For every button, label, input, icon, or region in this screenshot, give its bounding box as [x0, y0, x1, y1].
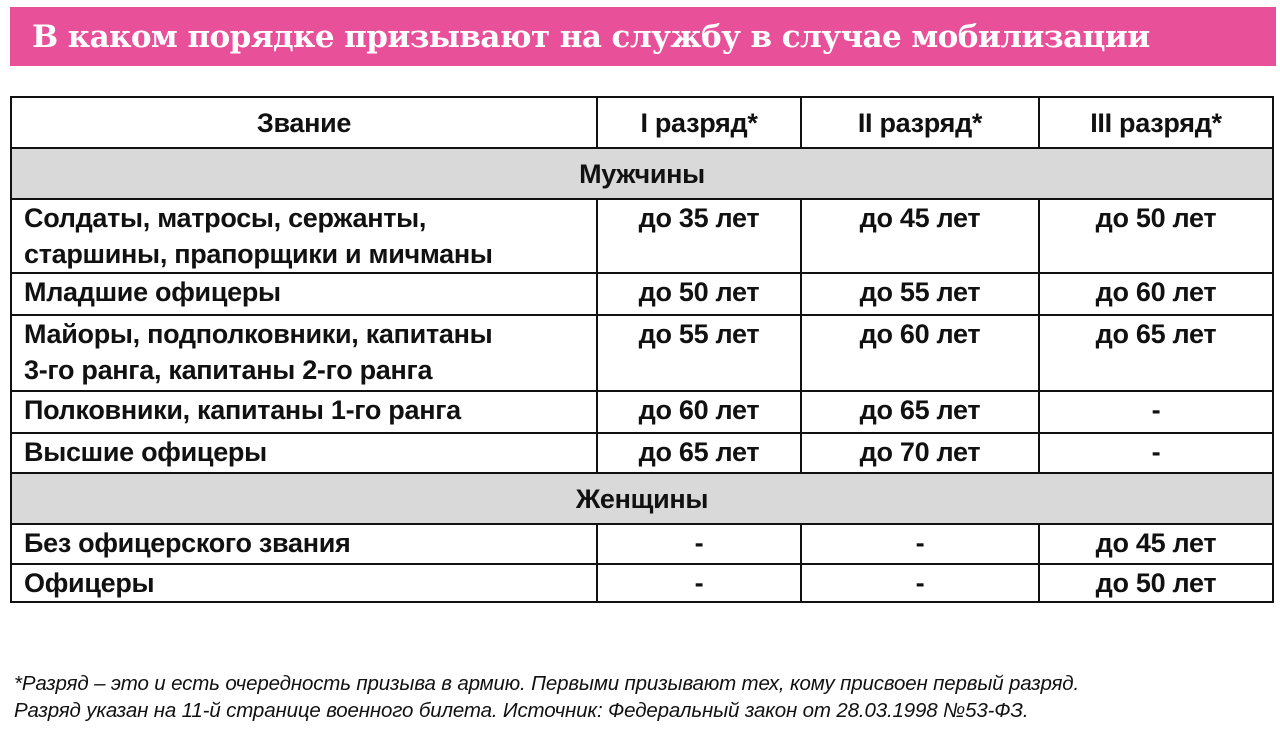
age-cell-category-1: до 65 лет	[597, 433, 801, 473]
rank-label: старшины, прапорщики и мичманы	[24, 239, 493, 269]
column-header-category-2: II разряд*	[801, 97, 1039, 148]
rank-cell	[11, 391, 597, 433]
table-row	[11, 524, 1273, 564]
age-cell-category-2: -	[801, 524, 1039, 564]
rank-cell	[11, 564, 597, 602]
rank-label: 3-го ранга, капитаны 2-го ранга	[24, 355, 433, 385]
rank-label: Солдаты, матросы, сержанты,	[24, 203, 427, 233]
section-row-men	[11, 148, 1273, 199]
age-cell-category-2: до 65 лет	[801, 391, 1039, 433]
rank-label: Офицеры	[24, 568, 155, 598]
age-cell-category-2: до 70 лет	[801, 433, 1039, 473]
section-title: Мужчины	[11, 148, 1273, 199]
rank-cell	[11, 199, 597, 273]
rank-label: Полковники, капитаны 1-го ранга	[24, 395, 461, 425]
table-row	[11, 315, 1273, 391]
age-cell-category-1: до 55 лет	[597, 315, 801, 391]
page-title: В каком порядке призывают на службу в случае мобилизации	[32, 18, 1150, 55]
table-row	[11, 433, 1273, 473]
footnote-line: *Разряд – это и есть очередность призыва в армию. Первыми призывают тех, кому присвоен первый разряд.	[14, 672, 1080, 695]
rank-cell	[11, 433, 597, 473]
age-cell-category-3: до 45 лет	[1039, 524, 1273, 564]
age-cell-category-3: до 60 лет	[1039, 273, 1273, 315]
age-cell-category-3: до 50 лет	[1039, 199, 1273, 273]
table-header-row	[11, 97, 1273, 148]
age-cell-category-1: до 50 лет	[597, 273, 801, 315]
table-row	[11, 199, 1273, 273]
column-header-rank: Звание	[11, 97, 597, 148]
age-cell-category-3: -	[1039, 433, 1273, 473]
footnote-line: Разряд указан на 11-й странице военного билета. Источник: Федеральный закон от 28.03.1998 №53-ФЗ.	[14, 699, 1029, 722]
mobilization-table	[10, 96, 1274, 603]
rank-label: Младшие офицеры	[24, 277, 281, 307]
age-cell-category-1: -	[597, 564, 801, 602]
rank-cell	[11, 273, 597, 315]
column-header-category-3: III разряд*	[1039, 97, 1273, 148]
title-banner	[10, 7, 1276, 66]
section-title: Женщины	[11, 473, 1273, 524]
age-cell-category-1: до 35 лет	[597, 199, 801, 273]
age-cell-category-1: до 60 лет	[597, 391, 801, 433]
age-cell-category-3: до 50 лет	[1039, 564, 1273, 602]
age-cell-category-2: -	[801, 564, 1039, 602]
age-cell-category-3: -	[1039, 391, 1273, 433]
rank-label: Майоры, подполковники, капитаны	[24, 319, 493, 349]
age-cell-category-2: до 55 лет	[801, 273, 1039, 315]
age-cell-category-2: до 45 лет	[801, 199, 1039, 273]
footnote	[14, 670, 1276, 724]
section-row-women	[11, 473, 1273, 524]
rank-label: Без офицерского звания	[24, 528, 351, 558]
rank-label: Высшие офицеры	[24, 437, 267, 467]
table-row	[11, 391, 1273, 433]
age-cell-category-3: до 65 лет	[1039, 315, 1273, 391]
age-cell-category-2: до 60 лет	[801, 315, 1039, 391]
column-header-category-1: I разряд*	[597, 97, 801, 148]
age-cell-category-1: -	[597, 524, 801, 564]
rank-cell	[11, 315, 597, 391]
table-row	[11, 273, 1273, 315]
table-row	[11, 564, 1273, 602]
rank-cell	[11, 524, 597, 564]
